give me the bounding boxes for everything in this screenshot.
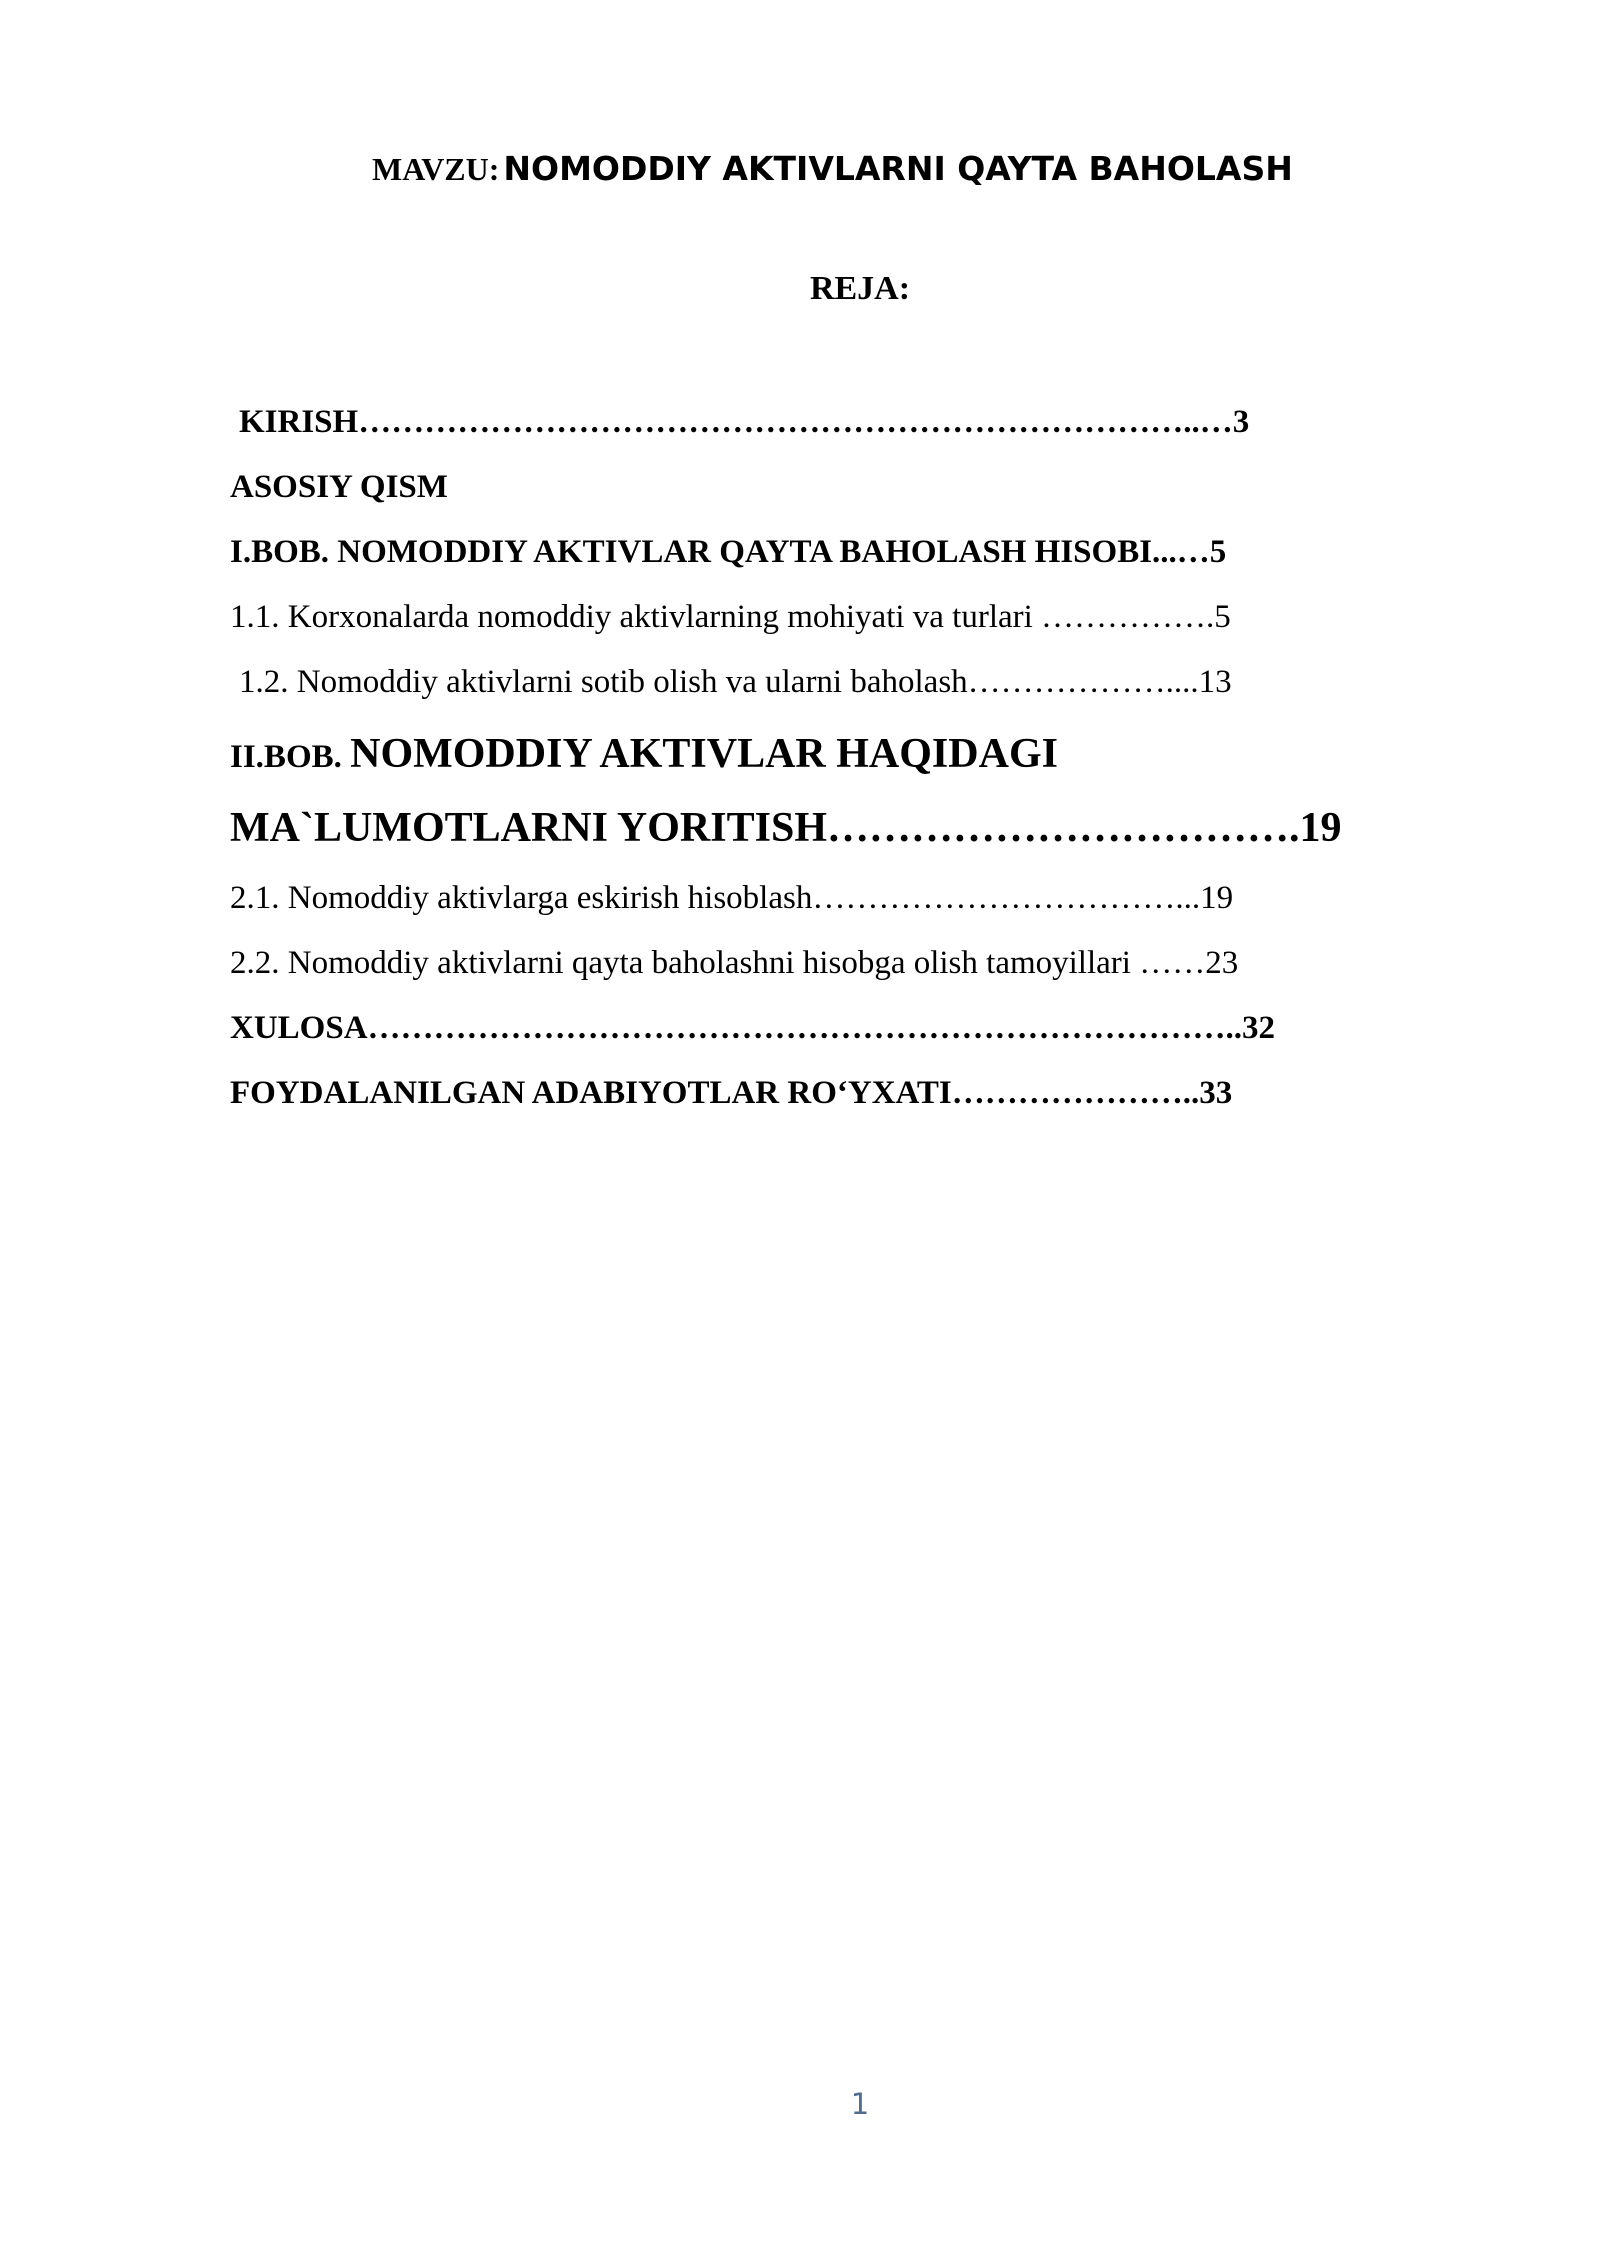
- toc-entry-xulosa: XULOSA……………………………………………………………………..32: [230, 1010, 1276, 1046]
- toc-entry-1-2: 1.2. Nomoddiy aktivlarni sotib olish va ularni baholash………………....13: [239, 664, 1232, 700]
- toc-entry-2-1: 2.1. Nomoddiy aktivlarga eskirish hisoblash……………………………...19: [230, 880, 1234, 916]
- chapter-2-prefix: II.BOB.: [230, 739, 342, 775]
- chapter-2-title-line1: NOMODDIY AKTIVLAR HAQIDAGI: [350, 731, 1058, 777]
- toc-entry-chapter-1: I.BOB. NOMODDIY AKTIVLAR QAYTA BAHOLASH HISOBI...…5: [230, 534, 1227, 570]
- title-topic: NOMODDIY AKTIVLARNI QAYTA BAHOLASH: [503, 149, 1293, 188]
- title-prefix: MAVZU:: [372, 151, 500, 187]
- page-number: 1: [850, 2087, 870, 2121]
- toc-entry-1-1: 1.1. Korxonalarda nomoddiy aktivlarning mohiyati va turlari …………….5: [230, 599, 1231, 635]
- toc-section-asosiy-qism: ASOSIY QISM: [230, 469, 448, 505]
- toc-entry-chapter-2-line2: MA`LUMOTLARNI YORITISH…………………………….19: [230, 805, 1342, 851]
- plan-heading: REJA:: [809, 270, 911, 307]
- toc-entry-kirish: KIRISH…………………………………………………………………..…3: [239, 404, 1250, 440]
- toc-entry-2-2: 2.2. Nomoddiy aktivlarni qayta baholashni hisobga olish tamoyillari ……23: [230, 945, 1239, 981]
- document-title: [372, 149, 1293, 188]
- toc-entry-references: FOYDALANILGAN ADABIYOTLAR RO‘YXATI…………………..33: [230, 1075, 1233, 1111]
- toc-entry-chapter-2: [230, 733, 1058, 775]
